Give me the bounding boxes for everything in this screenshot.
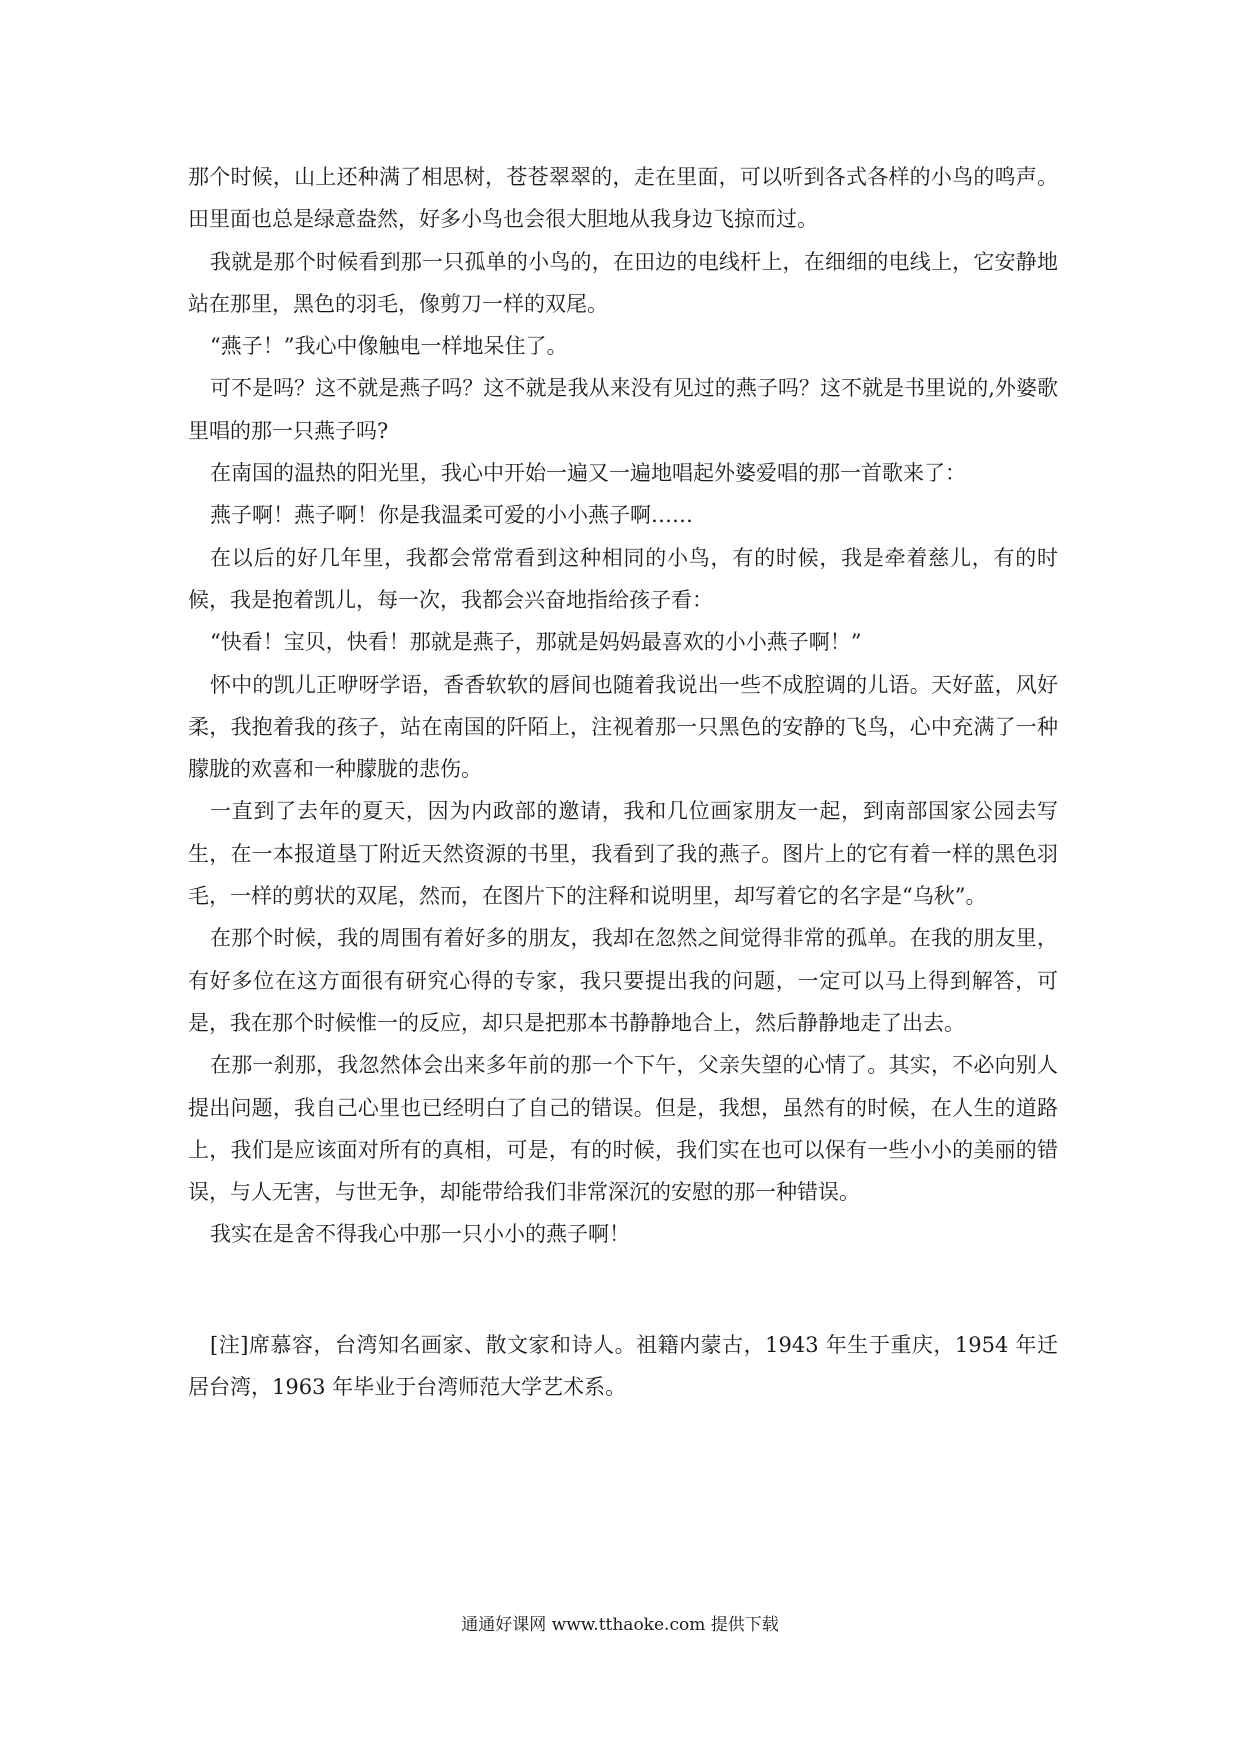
- paragraph: 怀中的凯儿正咿呀学语，香香软软的唇间也随着我说出一些不成腔调的儿语。天好蓝，风好柔，我抱着我的孩子，站在南国的阡陌上，注视着那一只黑色的安静的飞鸟，心中充满了一种朦胧的欢喜和一种朦胧的悲伤。: [188, 672, 1058, 782]
- paragraph: 一直到了去年的夏天，因为内政部的邀请，我和几位画家朋友一起，到南部国家公园去写生，在一本报道垦丁附近天然资源的书里，我看到了我的燕子。图片上的它有着一样的黑色羽毛，一样的剪状的双尾，然而，在图片下的注释和说明里，却写着它的名字是“乌秋”。: [188, 799, 1058, 909]
- body-text: [188, 156, 1058, 1408]
- paragraph: 在南国的温热的阳光里，我心中开始一遍又一遍地唱起外婆爱唱的那一首歌来了：: [210, 461, 966, 486]
- paragraph: 我就是那个时候看到那一只孤单的小鸟的，在田边的电线杆上，在细细的电线上，它安静地站在那里，黑色的羽毛，像剪刀一样的双尾。: [188, 249, 1058, 316]
- section-gap: [188, 1256, 1058, 1324]
- paragraph: 可不是吗？这不就是燕子吗？这不就是我从来没有见过的燕子吗？这不就是书里说的,外婆歌里唱的那一只燕子吗?: [188, 376, 1058, 443]
- author-note: [注]席慕容，台湾知名画家、散文家和诗人。祖籍内蒙古，1943 年生于重庆，1954 年迁居台湾，1963 年毕业于台湾师范大学艺术系。: [188, 1332, 1058, 1400]
- paragraph: 在以后的好几年里，我都会常常看到这种相同的小鸟，有的时候，我是牵着慈儿，有的时候，我是抱着凯儿，每一次，我都会兴奋地指给孩子看：: [188, 545, 1058, 612]
- paragraph: 燕子啊！燕子啊！你是我温柔可爱的小小燕子啊……: [210, 503, 693, 528]
- paragraph: 我实在是舍不得我心中那一只小小的燕子啊！: [210, 1222, 630, 1247]
- paragraph: 在那一刹那，我忽然体会出来多年前的那一个下午，父亲失望的心情了。其实，不必向别人提出问题，我自己心里也已经明白了自己的错误。但是，我想，虽然有的时候，在人生的道路上，我们是应该面对所有的真相，可是，有的时候，我们实在也可以保有一些小小的美丽的错误，与人无害，与世无争，却能带给我们非常深沉的安慰的那一种错误。: [188, 1053, 1058, 1205]
- paragraph: 那个时候，山上还种满了相思树，苍苍翠翠的，走在里面，可以听到各式各样的小鸟的鸣声。田里面也总是绿意盎然，好多小鸟也会很大胆地从我身边飞掠而过。: [188, 165, 1058, 232]
- page-footer: 通通好课网 www.tthaoke.com 提供下载: [461, 1615, 779, 1635]
- paragraph: “快看！宝贝，快看！那就是燕子，那就是妈妈最喜欢的小小燕子啊！”: [210, 630, 862, 655]
- paragraph: “燕子！”我心中像触电一样地呆住了。: [210, 334, 568, 359]
- paragraph: 在那个时候，我的周围有着好多的朋友，我却在忽然之间觉得非常的孤单。在我的朋友里，有好多位在这方面很有研究心得的专家，我只要提出我的问题，一定可以马上得到解答，可是，我在那个时候惟一的反应，却只是把那本书静静地合上，然后静静地走了出去。: [188, 926, 1058, 1035]
